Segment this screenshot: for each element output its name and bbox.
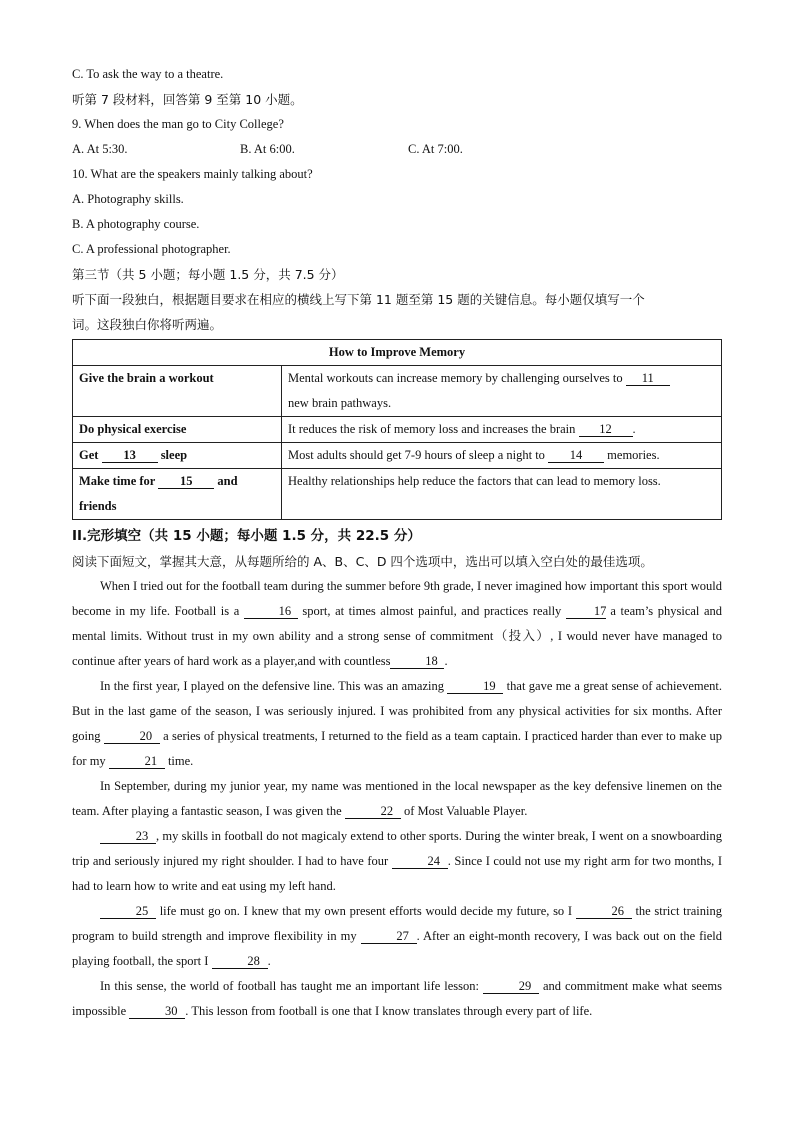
option-c-previous: C. To ask the way to a theatre. (72, 67, 224, 81)
blank-13: 13 (102, 448, 158, 463)
row-key: Make time for 15 and friends (73, 469, 282, 520)
paragraph-2: In the first year, I played on the defensive line. This was an amazing 19 that gave me a great sense of achievement. But in the last game of the season, I was seriously injured. I was prohibited from any physical activities for six months. After going 20 a series of physical treatments, I returned to the field as a team captain. I practiced harder than ever to make up for my 21 time. (72, 679, 722, 768)
paragraph-1: When I tried out for the football team during the summer before 9th grade, I never imagined how important this sport would become in my life. Football is a 16 sport, at times almost painful, and practices really 17 a team’s physical and mental limits. Without trust in my own ability and a strong sense of commitment（投入）, I would never have managed to continue after years of hard work as a player,and with countless 18 . (72, 579, 722, 668)
q9-option-b: B. At 6:00. (240, 142, 295, 156)
blank-27: 27 (361, 929, 417, 944)
section-3-heading: 第三节（共 5 小题；每小题 1.5 分，共 7.5 分） (72, 267, 344, 282)
row-desc: Healthy relationships help reduce the factors that can lead to memory loss. (282, 469, 722, 520)
paragraph-6: In this sense, the world of football has taught me an important life lesson: 29 and commitment make what seems impossible 30 . This lesson from football is one that I know translates through every part of life. (72, 979, 722, 1018)
table-row (73, 366, 722, 417)
memory-table (72, 339, 722, 520)
material-7-instruction: 听第 7 段材料，回答第 9 至第 10 小题。 (72, 92, 303, 107)
row-key: Do physical exercise (73, 417, 282, 443)
blank-16: 16 (244, 604, 298, 619)
blank-15: 15 (158, 474, 214, 489)
q10-option-a: A. Photography skills. (72, 192, 184, 206)
blank-11: 11 (626, 371, 670, 386)
blank-29: 29 (483, 979, 539, 994)
table-row (73, 417, 722, 443)
blank-14: 14 (548, 448, 604, 463)
blank-26: 26 (576, 904, 632, 919)
row-desc: Mental workouts can increase memory by challenging ourselves to 11 new brain pathways. (282, 366, 722, 417)
blank-21: 21 (109, 754, 165, 769)
paragraph-5: 25 life must go on. I knew that my own present efforts would decide my future, so I 26 the strict training program to build strength and improve flexibility in my 27 . After an eight-month recovery, I was back out on the field playing football, the sport I 28 . (72, 904, 723, 968)
blank-30: 30 (129, 1004, 185, 1019)
row-key: Get 13 sleep (73, 443, 282, 469)
blank-23: 23 (100, 829, 156, 844)
question-9: 9. When does the man go to City College? (72, 117, 284, 131)
blank-28: 28 (212, 954, 268, 969)
question-9-options (72, 137, 722, 162)
row-key: Give the brain a workout (73, 366, 282, 417)
blank-24: 24 (392, 854, 448, 869)
table-row (73, 469, 722, 520)
blank-12: 12 (579, 422, 633, 437)
blank-19: 19 (447, 679, 503, 694)
q10-option-b: B. A photography course. (72, 217, 200, 231)
section-3-instruction-line-2: 词。这段独白你将听两遍。 (72, 317, 223, 332)
cloze-passage (72, 574, 722, 1024)
blank-22: 22 (345, 804, 401, 819)
cloze-heading: II.完形填空（共 15 小题；每小题 1.5 分，共 22.5 分） (72, 528, 421, 544)
blank-17: 17 (566, 604, 606, 619)
paragraph-4: 23 , my skills in football do not magicaly extend to other sports. During the winter break, I went on a snowboarding trip and seriously injured my right shoulder. I had to have four 24 . Since I could not use my right arm for two months, I had to learn how to write and eat using my left hand. (72, 829, 722, 893)
question-10: 10. What are the speakers mainly talking about? (72, 167, 313, 181)
table-row (73, 443, 722, 469)
blank-25: 25 (100, 904, 156, 919)
row-desc: It reduces the risk of memory loss and increases the brain 12 . (282, 417, 722, 443)
q9-option-c: C. At 7:00. (408, 142, 463, 156)
q10-option-c: C. A professional photographer. (72, 242, 231, 256)
blank-18: 18 (390, 654, 444, 669)
cloze-instruction: 阅读下面短文，掌握其大意，从每题所给的 A、B、C、D 四个选项中，选出可以填入空白处的最佳选项。 (72, 554, 653, 569)
row-desc: Most adults should get 7-9 hours of sleep a night to 14 memories. (282, 443, 722, 469)
paragraph-3: In September, during my junior year, my name was mentioned in the local newspaper as the key defensive linemen on the team. After playing a fantastic season, I was given the 22 of Most Valuable Player. (72, 779, 722, 818)
blank-20: 20 (104, 729, 160, 744)
memory-table-title: How to Improve Memory (73, 340, 722, 366)
q9-option-a: A. At 5:30. (72, 142, 128, 156)
exam-page (72, 62, 722, 1024)
section-3-instruction-line-1: 听下面一段独白，根据题目要求在相应的横线上写下第 11 题至第 15 题的关键信息。每小题仅填写一个 (72, 292, 645, 307)
